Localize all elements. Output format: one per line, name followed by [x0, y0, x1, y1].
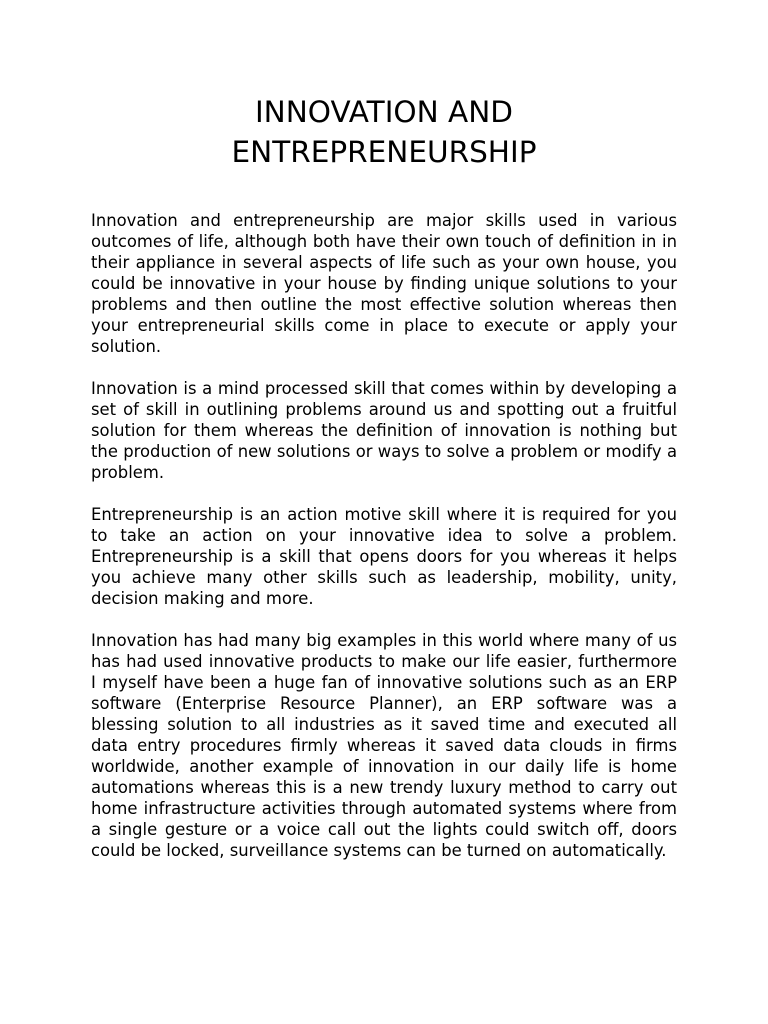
title-line-1: INNOVATION AND: [254, 95, 514, 129]
paragraph-1: Innovation and entrepreneurship are major skills used in various outcomes of life, although both have their own touch of definition in in their appliance in several aspects of life such as your own house, you could be innovative in your house by finding unique solutions to your problems and then outline the most effective solution whereas then your entrepreneurial skills come in place to execute or apply your solution.: [91, 211, 677, 356]
document-body: [91, 210, 677, 882]
paragraph-2: Innovation is a mind processed skill that comes within by developing a set of skill in outlining problems around us and spotting out a fruitful solution for them whereas the definition of innovation is nothing but the production of new solutions or ways to solve a problem or modify a problem.: [91, 379, 677, 482]
title-line-2: ENTREPRENEURSHIP: [231, 135, 537, 169]
paragraph-4: Innovation has had many big examples in this world where many of us has had used innovative products to make our life easier, furthermore I myself have been a huge fan of innovative solutions such as an ERP software (Enterprise Resource Planner), an ERP software was a blessing solution to all industries as it saved time and executed all data entry procedures firmly whereas it saved data clouds in firms worldwide, another example of innovation in our daily life is home automations whereas this is a new trendy luxury method to carry out home infrastructure activities through automated systems where from a single gesture or a voice call out the lights could switch off, doors could be locked, surveillance systems can be turned on automatically.: [91, 631, 677, 860]
page-title: [0, 92, 768, 172]
paragraph-3: Entrepreneurship is an action motive skill where it is required for you to take an action on your innovative idea to solve a problem. Entrepreneurship is a skill that opens doors for you whereas it helps you achieve many other skills such as leadership, mobility, unity, decision making and more.: [91, 505, 677, 608]
